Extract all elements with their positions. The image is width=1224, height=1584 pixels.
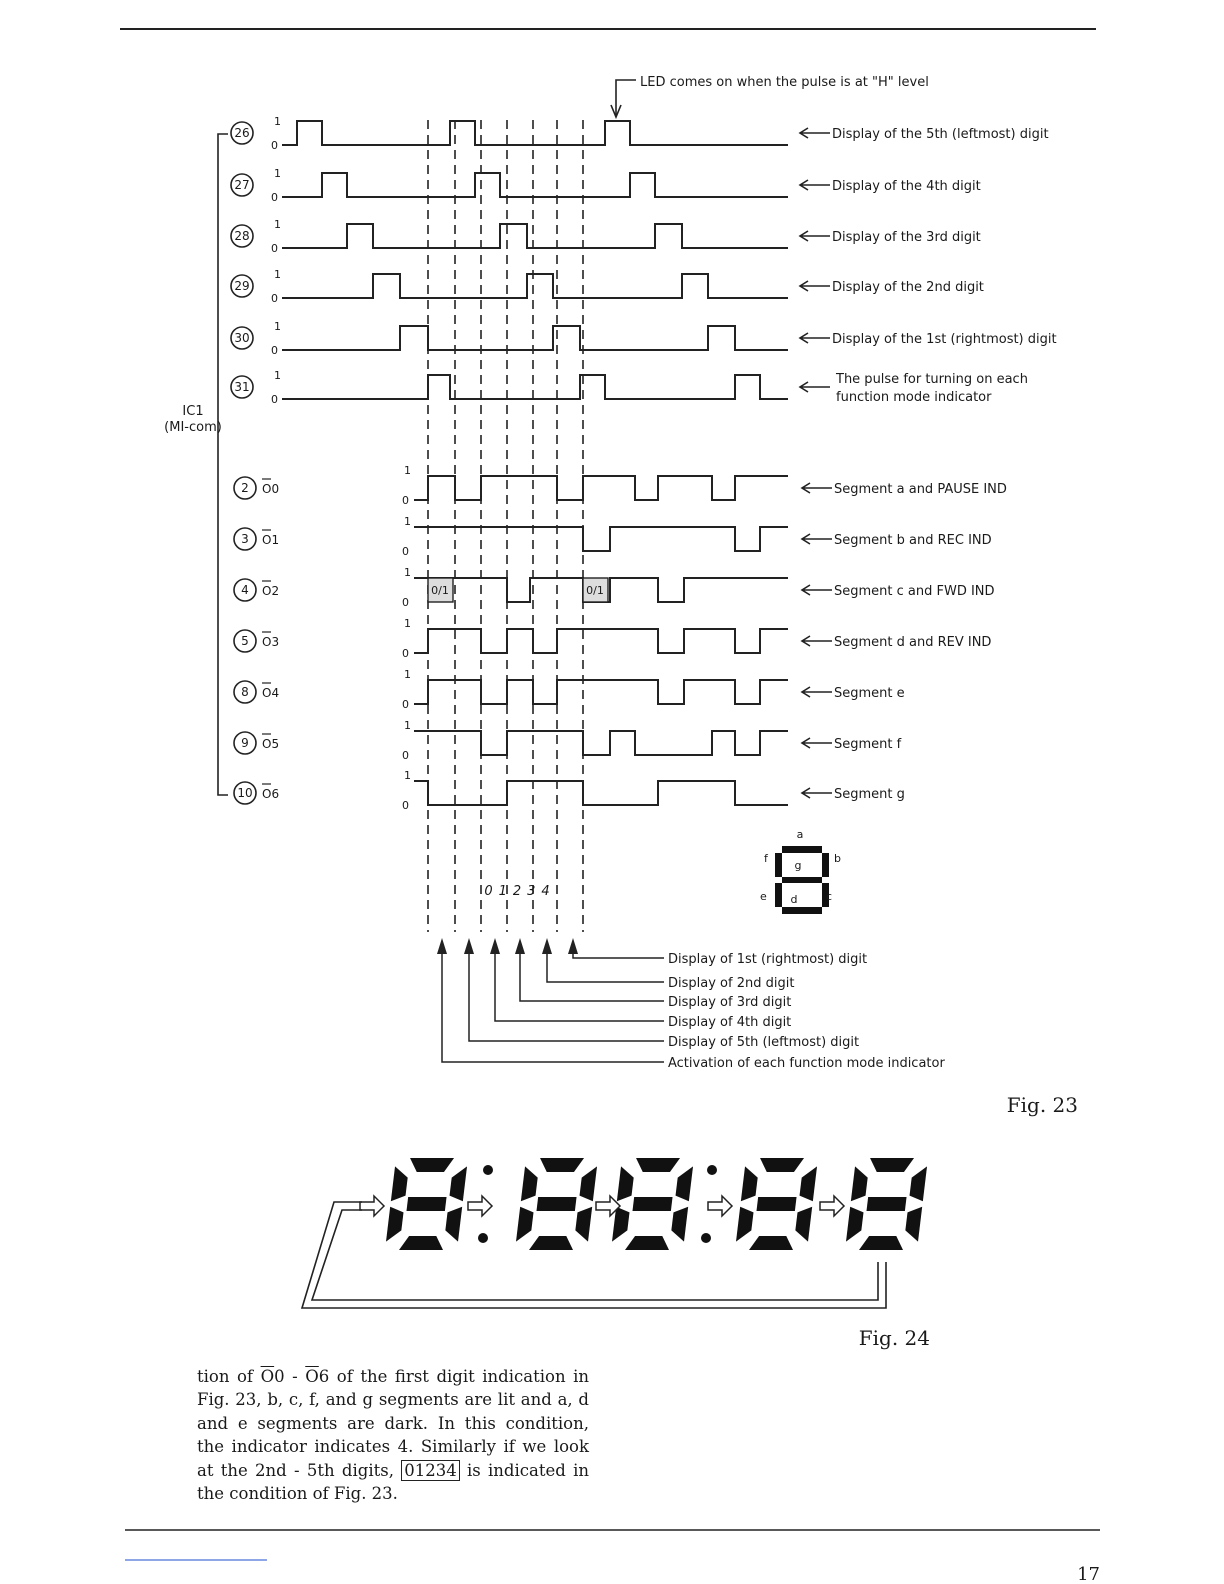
- arrow-label: Display of 4th digit: [668, 1015, 792, 1030]
- pin-number: 27: [234, 178, 250, 192]
- seg-e: [386, 1207, 404, 1242]
- row-label: Segment d and REV IND: [834, 635, 992, 650]
- segment-row-10: [234, 769, 905, 812]
- digit-waveform: [282, 375, 788, 399]
- segment-letter-b: b: [834, 852, 841, 865]
- row-label: Segment g: [834, 787, 905, 802]
- row-label: The pulse for turning on each: [836, 372, 1028, 387]
- overline-o6: $\overline{O}$: [305, 1367, 319, 1386]
- segment-row-3: [234, 515, 992, 558]
- segment-d-bar: [782, 907, 822, 914]
- seg-f: [617, 1166, 634, 1201]
- level-low: 0: [402, 749, 409, 762]
- level-high: 1: [274, 369, 281, 382]
- colon-dot-0: [483, 1165, 493, 1175]
- segment-waveform: [414, 527, 788, 551]
- label-arrow: [802, 738, 832, 748]
- body-text-part: 6 of the first digit indication in Fig. 23, b, c, f, and g segments are lit and a, d and e segments are dark. In this condition, the indicator indicates 4. Similarly if we look at the 2nd - 5th digits,: [197, 1367, 590, 1480]
- digit-waveform: [282, 173, 788, 197]
- segment-a-bar: [782, 846, 822, 853]
- row-label: Display of the 3rd digit: [832, 230, 981, 245]
- digit-waveform: [282, 326, 788, 350]
- arrow-label: Display of 3rd digit: [668, 995, 792, 1010]
- segment-waveform: [414, 629, 788, 653]
- level-high: 1: [404, 515, 411, 528]
- digit-arrow-0: [568, 938, 867, 967]
- seg-g: [632, 1197, 672, 1211]
- colon-dot-2: [707, 1165, 717, 1175]
- arrow-head: [490, 938, 500, 954]
- pin-number: 4: [241, 583, 249, 597]
- arrow-line: [573, 942, 664, 958]
- seg-a: [760, 1158, 804, 1172]
- segment-f-bar: [775, 853, 782, 877]
- level-high: 1: [404, 719, 411, 732]
- ic-label: IC1: [182, 404, 204, 419]
- port-name: O3: [262, 635, 280, 649]
- digit-row-27: [231, 167, 981, 204]
- shift-arrow-0: [360, 1196, 384, 1216]
- seg-c: [575, 1207, 592, 1242]
- shift-arrow-3: [708, 1196, 732, 1216]
- pin-number: 9: [241, 736, 249, 750]
- segment-letter-a: a: [796, 828, 804, 841]
- level-low: 0: [271, 292, 278, 305]
- level-high: 1: [404, 668, 411, 681]
- label-arrow: [800, 231, 830, 241]
- segment-waveform: [414, 731, 788, 755]
- seg-f: [741, 1166, 758, 1201]
- arrow-head: [515, 938, 525, 954]
- label-arrow: [802, 483, 832, 493]
- level-low: 0: [402, 647, 409, 660]
- large-digit-4: [846, 1158, 927, 1250]
- digit-waveform: [282, 121, 788, 145]
- digit-arrows: [437, 938, 945, 1071]
- arrow-label: Display of 1st (rightmost) digit: [668, 952, 868, 967]
- body-paragraph: [197, 1365, 589, 1505]
- seg-c: [445, 1207, 462, 1242]
- level-high: 1: [274, 320, 281, 333]
- level-low: 0: [271, 139, 278, 152]
- level-low: 0: [402, 596, 409, 609]
- row-label: Segment e: [834, 686, 905, 701]
- level-low: 0: [402, 799, 409, 812]
- row-label: Segment a and PAUSE IND: [834, 482, 1007, 497]
- fig24-caption: Fig. 24: [858, 1326, 930, 1350]
- arrow-line: [520, 942, 664, 1001]
- seg-g: [866, 1197, 906, 1211]
- port-name: O0: [262, 482, 280, 496]
- seg-a: [870, 1158, 914, 1172]
- level-high: 1: [404, 464, 411, 477]
- page-number: 17: [1077, 1564, 1100, 1584]
- arrow-head: [437, 938, 447, 954]
- fig24-display: [302, 1158, 927, 1308]
- label-arrow: [800, 180, 830, 190]
- row-label: Segment c and FWD IND: [834, 584, 995, 599]
- fig23-caption: Fig. 23: [1006, 1093, 1078, 1117]
- digit-waveform: [282, 224, 788, 248]
- segment-waveform: [414, 781, 788, 805]
- seg-g: [406, 1197, 446, 1211]
- row-label: Segment b and REC IND: [834, 533, 992, 548]
- colon-dot-3: [701, 1233, 711, 1243]
- large-digit-0: [386, 1158, 467, 1250]
- seg-b: [910, 1166, 928, 1201]
- arrow-line: [547, 942, 664, 982]
- row-label: Segment f: [834, 737, 902, 752]
- seg-d: [625, 1236, 669, 1250]
- level-high: 1: [404, 769, 411, 782]
- segment-row-5: [234, 617, 991, 660]
- pin-number: 2: [241, 481, 249, 495]
- row-label: Display of the 2nd digit: [832, 280, 984, 295]
- port-name: O1: [262, 533, 280, 547]
- seg-d: [749, 1236, 793, 1250]
- row-label: Display of the 4th digit: [832, 179, 981, 194]
- overline-o0: $\overline{O}$: [260, 1367, 275, 1386]
- pin-number: 26: [234, 126, 250, 140]
- row-label: Display of the 5th (leftmost) digit: [832, 127, 1049, 142]
- level-high: 1: [274, 218, 281, 231]
- digit-arrow-2: [515, 938, 791, 1010]
- segment-e-bar: [775, 883, 782, 907]
- label-arrow: [800, 281, 830, 291]
- level-low: 0: [271, 242, 278, 255]
- label-arrow: [802, 687, 832, 697]
- digit-row-30: [231, 320, 1057, 357]
- body-text-part: is indicated in the condition of Fig. 23.: [197, 1460, 589, 1504]
- port-name: O6: [262, 787, 280, 801]
- port-name: O2: [262, 584, 280, 598]
- seg-d: [399, 1236, 443, 1250]
- seg-b: [450, 1166, 468, 1201]
- seg-d: [529, 1236, 573, 1250]
- segment-b-bar: [822, 853, 829, 877]
- seg-b: [580, 1166, 598, 1201]
- arrow-line: [469, 942, 664, 1041]
- segment-letter-c: c: [826, 890, 833, 903]
- pin-number: 29: [234, 279, 250, 293]
- level-high: 1: [404, 566, 411, 579]
- seg-e: [736, 1207, 754, 1242]
- level-low: 0: [402, 494, 409, 507]
- shift-arrow-1: [468, 1196, 492, 1216]
- seg-e: [516, 1207, 534, 1242]
- box-label: 0/1: [431, 584, 449, 597]
- arrow-label: Display of 2nd digit: [668, 976, 795, 991]
- seg-e: [846, 1207, 864, 1242]
- port-name: O5: [262, 737, 280, 751]
- row-label: Display of the 1st (rightmost) digit: [832, 332, 1057, 347]
- segment-row-8: [234, 668, 905, 711]
- segment-letter-e: e: [760, 890, 767, 903]
- pin-number: 30: [234, 331, 250, 345]
- pin-number: 3: [241, 532, 249, 546]
- ic-bracket: [218, 134, 228, 795]
- body-text-part: 0 -: [274, 1367, 306, 1386]
- level-high: 1: [274, 268, 281, 281]
- seg-c: [905, 1207, 922, 1242]
- seg-f: [521, 1166, 538, 1201]
- seg-b: [676, 1166, 694, 1201]
- pin-number: 31: [234, 380, 250, 394]
- level-low: 0: [402, 545, 409, 558]
- arrow-head: [464, 938, 474, 954]
- display-digits: 01234: [484, 884, 556, 899]
- arrow-head: [542, 938, 552, 954]
- shift-arrow-4: [820, 1196, 844, 1216]
- segment-row-4: [234, 566, 995, 609]
- label-arrow: [802, 636, 832, 646]
- pin-number: 5: [241, 634, 249, 648]
- segment-waveform: [414, 476, 788, 500]
- arrow-label: Display of 5th (leftmost) digit: [668, 1035, 860, 1050]
- digit-row-28: [231, 218, 981, 255]
- ic-sublabel: (MI-com): [164, 420, 222, 435]
- segment-letter-f: f: [764, 852, 768, 865]
- seg-a: [410, 1158, 454, 1172]
- digit-row-29: [231, 268, 984, 305]
- digit-row-26: [231, 115, 1049, 152]
- level-high: 1: [404, 617, 411, 630]
- led-note: LED comes on when the pulse is at "H" level: [640, 75, 929, 90]
- colon-dot-1: [478, 1233, 488, 1243]
- label-arrow: [802, 534, 832, 544]
- level-low: 0: [271, 393, 278, 406]
- boxed-digits: 01234: [401, 1460, 460, 1481]
- seg-a: [636, 1158, 680, 1172]
- box-label: 0/1: [586, 584, 604, 597]
- label-arrow: [800, 382, 830, 392]
- label-arrow: [802, 585, 832, 595]
- level-high: 1: [274, 115, 281, 128]
- segment-row-9: [234, 719, 902, 762]
- seg-a: [540, 1158, 584, 1172]
- seg-c: [795, 1207, 812, 1242]
- label-arrow: [800, 128, 830, 138]
- level-low: 0: [271, 344, 278, 357]
- seg-f: [851, 1166, 868, 1201]
- row-label: function mode indicator: [836, 390, 992, 405]
- label-arrow: [800, 333, 830, 343]
- segment-letter-g: g: [794, 859, 802, 872]
- segment-letter-d: d: [790, 893, 798, 906]
- seg-g: [536, 1197, 576, 1211]
- segment-row-2: [234, 464, 1007, 507]
- waveform-rows: [231, 115, 1057, 812]
- large-digit-1: [516, 1158, 597, 1250]
- segment-legend: [760, 828, 841, 914]
- arrow-label: Activation of each function mode indicator: [668, 1056, 945, 1071]
- level-high: 1: [274, 167, 281, 180]
- digit-waveform: [282, 274, 788, 298]
- seg-d: [859, 1236, 903, 1250]
- large-digit-3: [736, 1158, 817, 1250]
- segment-g-bar: [782, 877, 822, 883]
- arrow-head: [568, 938, 578, 954]
- seg-b: [800, 1166, 818, 1201]
- seg-f: [391, 1166, 408, 1201]
- level-low: 0: [271, 191, 278, 204]
- port-name: O4: [262, 686, 280, 700]
- label-arrow: [802, 788, 832, 798]
- seg-c: [671, 1207, 688, 1242]
- segment-waveform: [414, 680, 788, 704]
- pin-number: 28: [234, 229, 250, 243]
- body-text-part: tion of: [197, 1367, 261, 1386]
- level-low: 0: [402, 698, 409, 711]
- digit-row-31: [231, 369, 1028, 406]
- arrow-line: [442, 942, 664, 1062]
- pin-number: 10: [237, 786, 253, 800]
- seg-g: [756, 1197, 796, 1211]
- large-digit-2: [612, 1158, 693, 1250]
- pin-number: 8: [241, 685, 249, 699]
